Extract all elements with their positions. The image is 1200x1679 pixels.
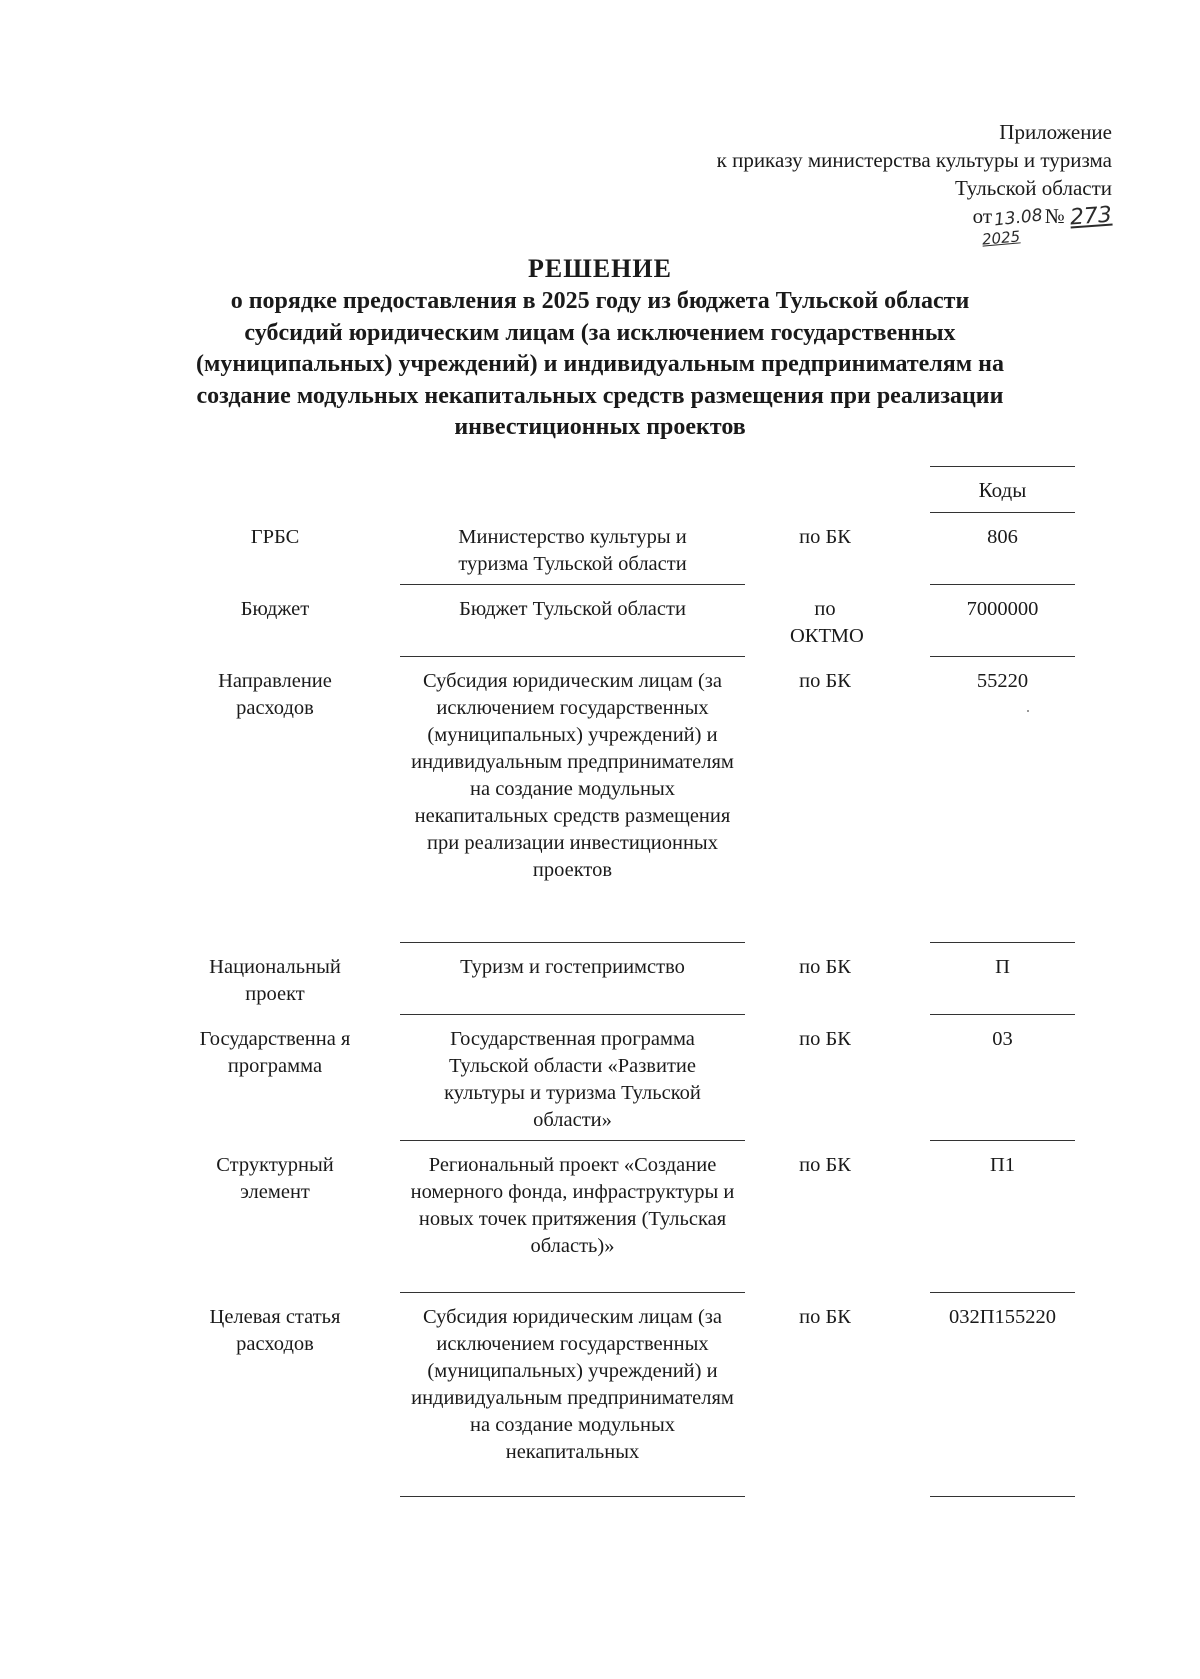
title-line-2: субсидий юридическим лицам (за исключением государственных (244, 319, 956, 346)
code-divider (930, 584, 1075, 585)
row-value: Субсидия юридическим лицам (за исключением государственных (муниципальных) учреждений) и индивидуальным предпринимателям на создание модульных некапитальных средств размещения при реализации инвестиционных проектов (411, 670, 734, 881)
row-label: Структурный элемент (216, 1154, 334, 1203)
appendix-line-2: к приказу министерства культуры и туризма (716, 148, 1112, 172)
row-code: 03 (992, 1028, 1013, 1050)
row-code: 806 (987, 526, 1018, 548)
row-value: Туризм и гостеприимство (460, 956, 685, 978)
scan-speck (1027, 710, 1029, 712)
row-divider (400, 1014, 745, 1015)
title-line-3: (муниципальных) учреждений) и индивидуальным предпринимателям на (196, 351, 1004, 377)
row-basis: по БК (799, 1306, 851, 1328)
row-divider (400, 656, 745, 657)
title-line-5: инвестиционных проектов (454, 414, 746, 440)
handwritten-number: 273 (1069, 202, 1113, 231)
title-line-1: о порядке предоставления в 2025 году из бюджета Тульской области (230, 288, 970, 314)
handwritten-year: 2025 (981, 227, 1021, 249)
row-basis: по БК (799, 1154, 851, 1176)
row-divider (400, 1292, 745, 1293)
appendix-date-line (717, 202, 1113, 249)
codes-top-rule (930, 466, 1075, 467)
document-title (100, 252, 1100, 444)
row-label: Направление расходов (218, 670, 332, 719)
row-value: Государственная программа Тульской области «Развитие культуры и туризма Тульской области» (444, 1028, 701, 1131)
row-basis: по БК (799, 1028, 851, 1050)
code-divider (930, 1014, 1075, 1015)
row-basis: по ОКТМО (790, 598, 864, 647)
row-label: Бюджет (240, 598, 310, 620)
row-code: 55220 (976, 670, 1029, 692)
row-value: Бюджет Тульской области (459, 598, 686, 620)
code-divider (930, 1140, 1075, 1141)
code-divider (930, 1292, 1075, 1293)
row-basis: по БК (799, 956, 851, 978)
code-divider (930, 656, 1075, 657)
row-divider (400, 1496, 745, 1497)
codes-header-rule (930, 512, 1075, 513)
row-code: 7000000 (966, 598, 1039, 620)
row-label: Целевая статья расходов (209, 1306, 341, 1355)
handwritten-date: 13.08 (993, 205, 1044, 231)
row-value: Региональный проект «Создание номерного фонда, инфраструктуры и новых точек притяжения (Тульская область)» (410, 1154, 735, 1257)
row-label: Государственна я программа (199, 1028, 351, 1077)
title-line-4: создание модульных некапитальных средств размещения при реализации (196, 382, 1004, 409)
number-prefix: № (1044, 204, 1065, 228)
row-value: Министерство культуры и туризма Тульской области (458, 526, 687, 575)
row-code: П (995, 956, 1010, 978)
row-divider (400, 584, 745, 585)
row-basis: по БК (799, 670, 851, 692)
date-prefix: от (972, 204, 993, 228)
row-label: ГРБС (250, 526, 300, 548)
row-divider (400, 1140, 745, 1141)
row-divider (400, 942, 745, 943)
row-label: Национальный проект (209, 956, 341, 1005)
codes-header: Коды (978, 478, 1027, 502)
row-value: Субсидия юридическим лицам (за исключением государственных (муниципальных) учреждений) и индивидуальным предпринимателям на создание модульных некапитальных (411, 1306, 734, 1463)
row-code: 032П155220 (948, 1306, 1057, 1328)
title-main: РЕШЕНИЕ (528, 254, 672, 283)
code-divider (930, 942, 1075, 943)
appendix-line-1: Приложение (999, 120, 1112, 144)
row-code: П1 (989, 1154, 1016, 1176)
row-basis: по БК (799, 526, 851, 548)
appendix-line-3: Тульской области (954, 176, 1112, 200)
appendix-block (716, 118, 1113, 249)
code-divider (930, 1496, 1075, 1497)
